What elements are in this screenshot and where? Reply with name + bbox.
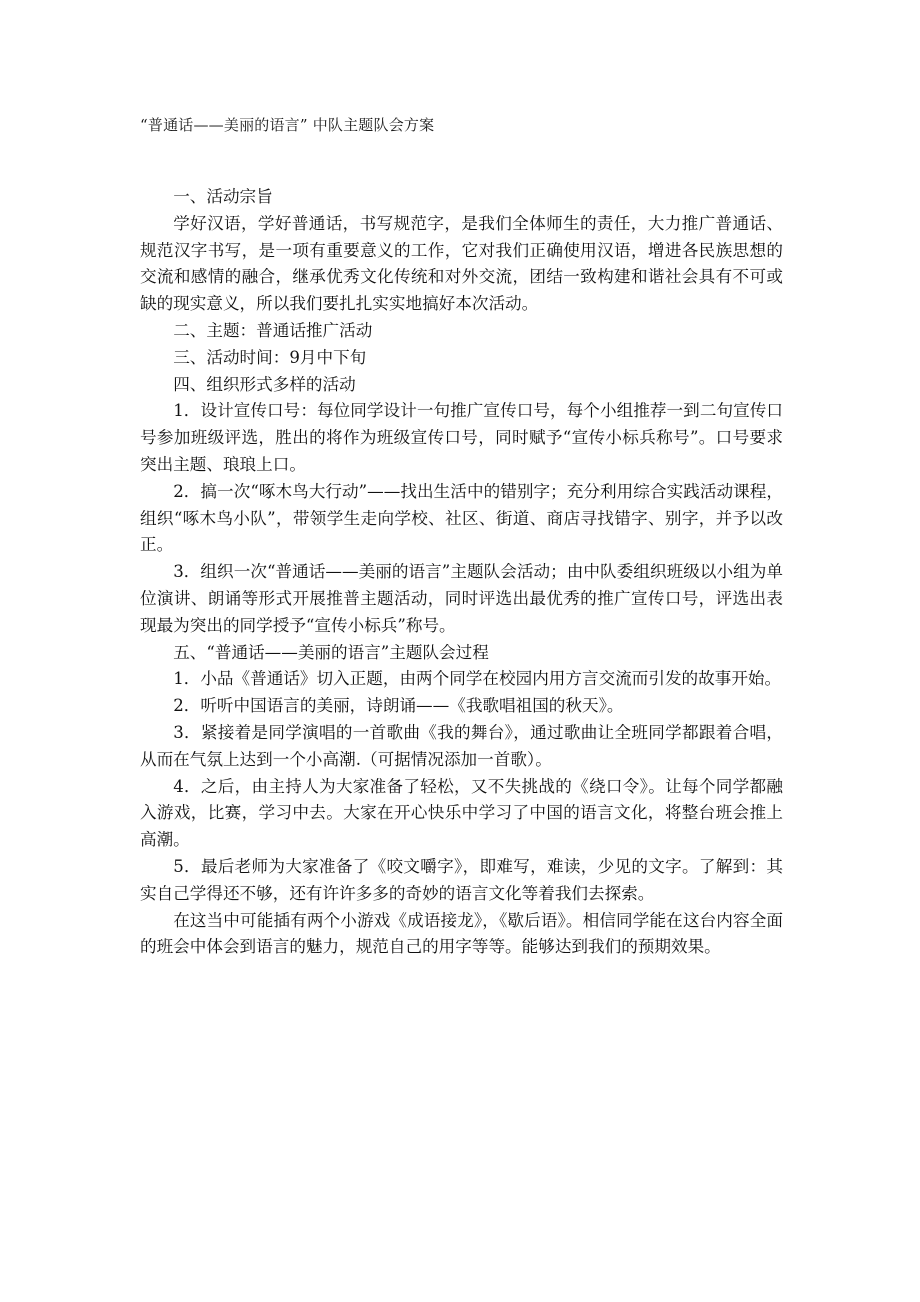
- paragraph-activity-1: 1．设计宣传口号：每位同学设计一句推广宣传口号，每个小组推荐一到二句宣传口号参加班级评选，胜出的将作为班级宣传口号，同时赋予“宣传小标兵称号”。口号要求突出主题、琅琅上口。: [140, 401, 783, 474]
- paragraph-activity-3: 3．组织一次“普通话——美丽的语言”主题队会活动；由中队委组织班级以小组为单位演讲、朗诵等形式开展推普主题活动，同时评选出最优秀的推广宣传口号，评选出表现最为突出的同学授予“宣传小标兵”称号。: [140, 562, 783, 635]
- paragraph-conclusion: 在这当中可能插有两个小游戏《成语接龙》，《歇后语》。相信同学能在这台内容全面的班会中体会到语言的魅力，规范自己的用字等等。能够达到我们的预期效果。: [140, 910, 783, 957]
- document-body: [140, 184, 783, 961]
- paragraph-process-3: 3．紧接着是同学演唱的一首歌曲《我的舞台》，通过歌曲让全班同学都跟着合唱，从而在气氛上达到一个小高潮.（可据情况添加一首歌）。: [140, 722, 783, 769]
- document-title: “普通话——美丽的语言” 中队主题队会方案: [140, 116, 435, 134]
- section-heading-theme: 二、主题：普通话推广活动: [173, 320, 373, 340]
- section-heading-time: 三、活动时间：9月中下旬: [173, 347, 367, 367]
- paragraph-process-2: 2．听听中国语言的美丽，诗朗诵——《我歌唱祖国的秋天》。: [173, 696, 624, 716]
- paragraph-purpose: 学好汉语，学好普通话，书写规范字，是我们全体师生的责任，大力推广普通话、规范汉字书写，是一项有重要意义的工作，它对我们正确使用汉语，增进各民族思想的交流和感情的融合，继承优秀文化传统和对外交流，团结一致构建和谐社会具有不可或缺的现实意义，所以我们要扎扎实实地搞好本次活动。: [140, 213, 783, 314]
- paragraph-process-4: 4．之后，由主持人为大家准备了轻松，又不失挑战的《绕口令》。让每个同学都融入游戏，比赛，学习中去。大家在开心快乐中学习了中国的语言文化，将整台班会推上高潮。: [140, 776, 783, 850]
- paragraph-process-5: 5．最后老师为大家准备了《咬文嚼字》，即难写，难读，少见的文字。了解到：其实自己学得还不够，还有许许多多的奇妙的语言文化等着我们去探索。: [140, 856, 783, 903]
- paragraph-process-1: 1．小品《普通话》切入正题，由两个同学在校园内用方言交流而引发的故事开始。: [173, 669, 782, 689]
- section-heading-process: 五、“普通话——美丽的语言”主题队会过程: [173, 642, 489, 662]
- section-heading-purpose: 一、活动宗旨: [173, 187, 273, 206]
- section-heading-activities: 四、组织形式多样的活动: [173, 374, 356, 394]
- paragraph-activity-2: 2．搞一次“啄木鸟大行动”——找出生活中的错别字；充分利用综合实践活动课程，组织“啄木鸟小队”，带领学生走向学校、社区、街道、商店寻找错字、别字，并予以改正。: [140, 481, 783, 555]
